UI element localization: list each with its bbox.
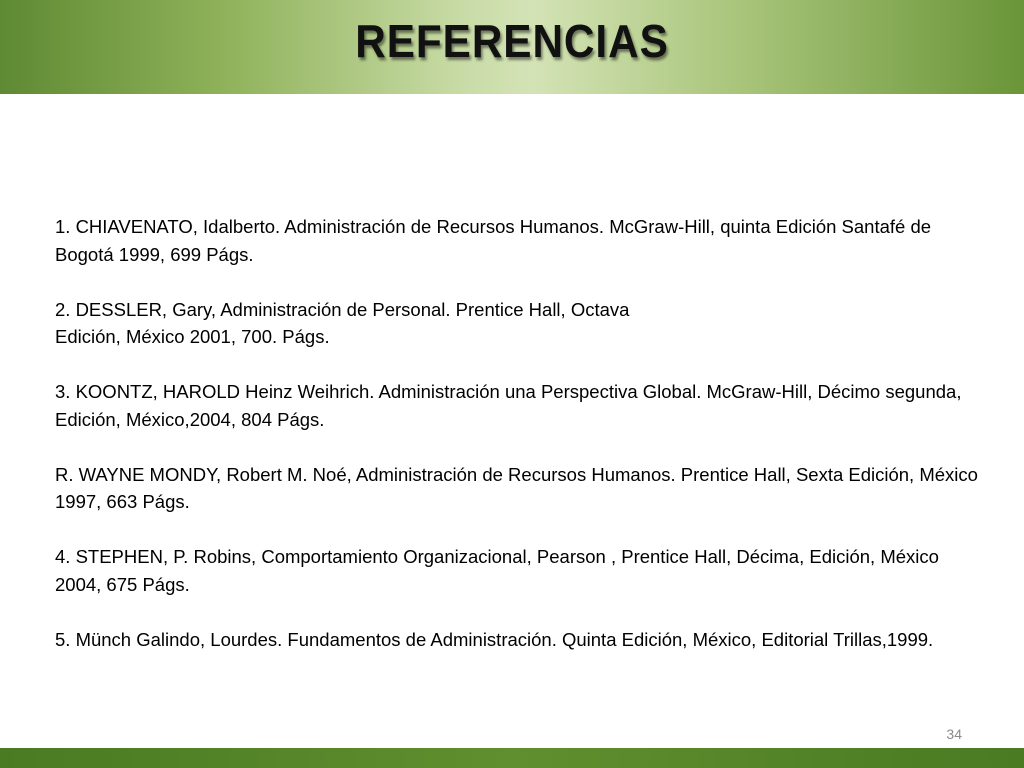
reference-item: 5. Münch Galindo, Lourdes. Fundamentos de Administración. Quinta Edición, México, Editorial Trillas,1999. [55, 628, 934, 650]
page-number: 34 [946, 726, 962, 742]
slide-title: REFERENCIAS [355, 15, 669, 67]
reference-item: 2. DESSLER, Gary, Administración de Personal. Prentice Hall, Octava Edición, México 2001, 700. Págs. [55, 298, 630, 347]
footer-bar [0, 748, 1024, 768]
reference-item: R. WAYNE MONDY, Robert M. Noé, Administración de Recursos Humanos. Prentice Hall, Sexta Edición, México 1997, 663 Págs. [55, 463, 978, 512]
reference-item: 4. STEPHEN, P. Robins, Comportamiento Organizacional, Pearson , Prentice Hall, Décima, Edición, México 2004, 675 Págs. [55, 546, 939, 595]
references-list [55, 213, 985, 681]
reference-item: 1. CHIAVENATO, Idalberto. Administración de Recursos Humanos. McGraw-Hill, quinta Edición Santafé de Bogotá 1999, 699 Págs. [55, 216, 932, 265]
title-banner [0, 0, 1024, 94]
reference-item: 3. KOONTZ, HAROLD Heinz Weihrich. Administración una Perspectiva Global. McGraw-Hill, Décimo segunda, Edición, México,2004, 804 Págs. [55, 381, 962, 430]
